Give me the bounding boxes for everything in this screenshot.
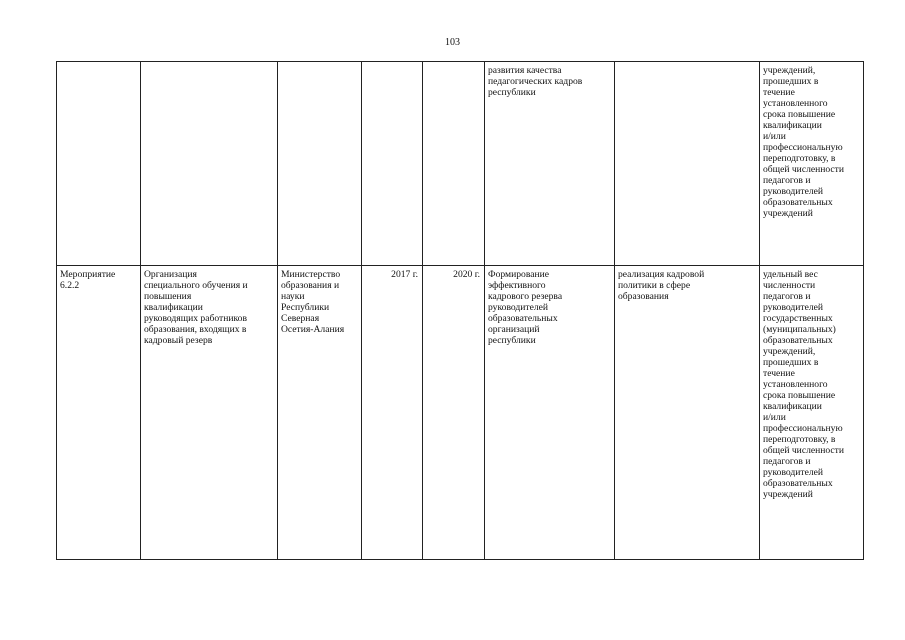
page-number: 103 [445,37,460,48]
cell-description: Организация специального обучения и повышения квалификации руководящих работников образования, входящих в кадровый резерв [141,266,278,560]
cell-start-year: 2017 г. [362,266,423,560]
cell-event: Мероприятие 6.2.2 [57,266,141,560]
cell-executor: Министерство образования и науки Республики Северная Осетия-Алания [278,266,362,560]
cell-direction [615,62,760,266]
cell-indicator: учреждений, прошедших в течение установленного срока повышение квалификации и/или профессиональную переподготовку, в общей численности педагогов и руководителей образовательных учреждений [760,62,864,266]
cell-direction: реализация кадровой политики в сфере образования [615,266,760,560]
table-row [57,266,864,560]
cell-description [141,62,278,266]
cell-start-year [362,62,423,266]
table-row [57,62,864,266]
cell-indicator: удельный вес численности педагогов и руководителей государственных (муниципальных) образовательных учреждений, прошедших в течение установленного срока повышение квалификации и/или профессиональную переподготовку, в общей численности педагогов и руководителей образовательных учреждений [760,266,864,560]
program-table [56,61,864,560]
cell-end-year [423,62,485,266]
cell-result: развития качества педагогических кадров республики [485,62,615,266]
cell-event [57,62,141,266]
cell-result: Формирование эффективного кадрового резерва руководителей образовательных организаций республики [485,266,615,560]
cell-end-year: 2020 г. [423,266,485,560]
cell-executor [278,62,362,266]
